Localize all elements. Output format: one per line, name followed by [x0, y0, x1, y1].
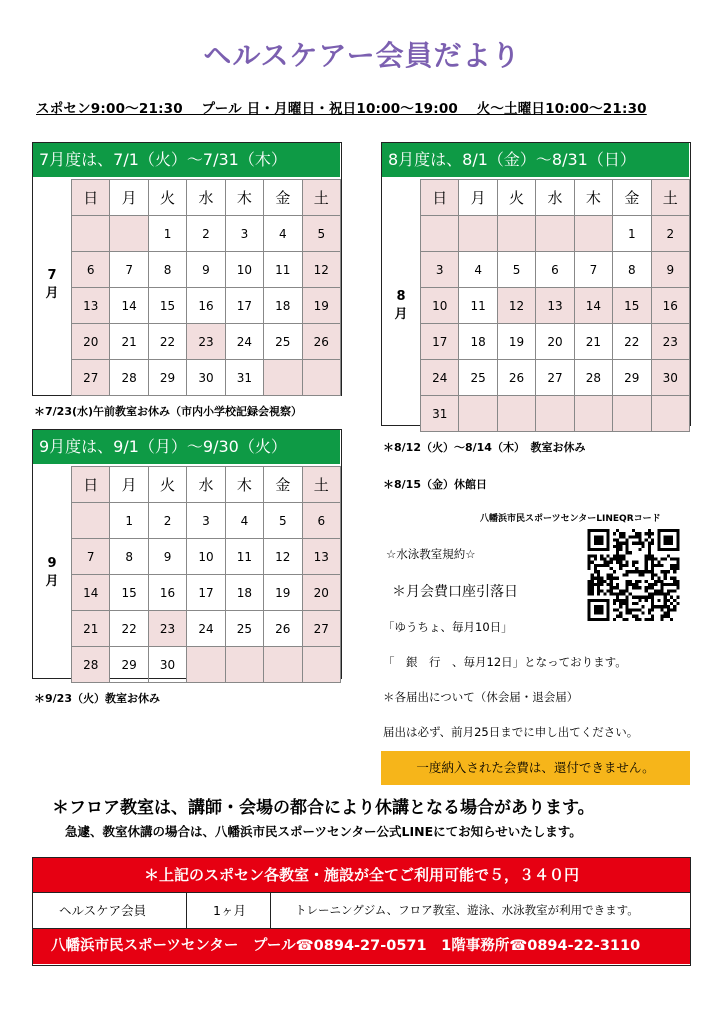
- day-cell: 8: [613, 252, 651, 288]
- divider: [186, 893, 187, 928]
- day-cell: 25: [264, 324, 302, 360]
- day-cell: 26: [302, 324, 340, 360]
- rule-line-4: ＊各届出について（休会届・退会届）: [383, 690, 579, 704]
- day-cell: 22: [148, 324, 186, 360]
- day-cell: 6: [72, 252, 110, 288]
- weekday-header: 日: [72, 180, 110, 216]
- august-calendar: [381, 142, 691, 426]
- day-cell: 28: [72, 647, 110, 683]
- rules-title: ☆水泳教室規約☆: [386, 547, 476, 561]
- day-cell: 3: [225, 216, 263, 252]
- day-cell: 23: [148, 611, 186, 647]
- august-header: 8月度は、8/1（金）～8/31（日）: [382, 143, 689, 177]
- day-cell: 23: [651, 324, 689, 360]
- day-cell: [459, 396, 497, 432]
- day-cell: 12: [497, 288, 535, 324]
- day-cell: 11: [459, 288, 497, 324]
- day-cell: 9: [148, 539, 186, 575]
- divider: [270, 893, 271, 928]
- day-cell: 2: [651, 216, 689, 252]
- day-cell: [574, 396, 612, 432]
- day-cell: 14: [110, 288, 148, 324]
- day-cell: 8: [148, 252, 186, 288]
- day-cell: 7: [574, 252, 612, 288]
- membership-box: [32, 857, 691, 966]
- day-cell: 22: [110, 611, 148, 647]
- weekday-header: 金: [264, 180, 302, 216]
- weekday-header: 火: [497, 180, 535, 216]
- day-cell: 21: [72, 611, 110, 647]
- day-cell: 1: [110, 503, 148, 539]
- day-cell: 7: [110, 252, 148, 288]
- day-cell: 6: [536, 252, 574, 288]
- day-cell: [187, 647, 225, 683]
- day-cell: 30: [651, 360, 689, 396]
- urgent-notice: 急遽、教室休講の場合は、八幡浜市民スポーツセンター公式LINEにてお知らせいたします。: [65, 824, 582, 839]
- day-cell: 13: [536, 288, 574, 324]
- july-month-label: 7 月: [45, 268, 59, 301]
- page-title: ヘルスケアー会員だより: [203, 39, 521, 72]
- day-cell: 13: [302, 539, 340, 575]
- day-cell: 17: [225, 288, 263, 324]
- july-calendar: [32, 142, 342, 396]
- day-cell: 19: [302, 288, 340, 324]
- refund-notice: 一度納入された会費は、還付できません。: [381, 751, 690, 785]
- weekday-header: 木: [574, 180, 612, 216]
- day-cell: 2: [187, 216, 225, 252]
- rule-line-1: ＊月会費口座引落日: [392, 584, 518, 600]
- day-cell: [536, 396, 574, 432]
- day-cell: [574, 216, 612, 252]
- day-cell: 20: [536, 324, 574, 360]
- day-cell: 12: [264, 539, 302, 575]
- weekday-header: 火: [148, 180, 186, 216]
- day-cell: [264, 647, 302, 683]
- day-cell: 26: [264, 611, 302, 647]
- day-cell: 10: [225, 252, 263, 288]
- day-cell: 5: [497, 252, 535, 288]
- day-cell: [302, 360, 340, 396]
- september-month-label: 9 月: [45, 556, 59, 589]
- august-note-2: ＊8/15（金）休館日: [383, 478, 487, 491]
- day-cell: 5: [264, 503, 302, 539]
- day-cell: [72, 216, 110, 252]
- day-cell: [497, 216, 535, 252]
- day-cell: [72, 503, 110, 539]
- day-cell: 20: [302, 575, 340, 611]
- day-cell: 16: [187, 288, 225, 324]
- weekday-header: 日: [72, 467, 110, 503]
- day-cell: [651, 396, 689, 432]
- member-row: [33, 892, 690, 929]
- july-header: 7月度は、7/1（火）～7/31（木）: [33, 143, 340, 177]
- weekday-header: 水: [536, 180, 574, 216]
- august-note-1: ＊8/12（火）～8/14（木） 教室お休み: [383, 441, 586, 454]
- day-cell: 27: [72, 360, 110, 396]
- day-cell: [110, 216, 148, 252]
- day-cell: 25: [459, 360, 497, 396]
- day-cell: 25: [225, 611, 263, 647]
- weekday-header: 日: [421, 180, 459, 216]
- day-cell: [302, 647, 340, 683]
- member-description: トレーニングジム、フロア教室、遊泳、水泳教室が利用できます。: [295, 903, 639, 917]
- day-cell: 21: [574, 324, 612, 360]
- day-cell: 27: [302, 611, 340, 647]
- day-cell: 14: [574, 288, 612, 324]
- august-grid: [420, 179, 690, 432]
- day-cell: 30: [187, 360, 225, 396]
- day-cell: [497, 396, 535, 432]
- day-cell: 1: [148, 216, 186, 252]
- day-cell: 7: [72, 539, 110, 575]
- july-grid: [71, 179, 341, 396]
- weekday-header: 土: [302, 180, 340, 216]
- day-cell: 5: [302, 216, 340, 252]
- day-cell: 13: [72, 288, 110, 324]
- day-cell: 29: [148, 360, 186, 396]
- weekday-header: 木: [225, 180, 263, 216]
- member-type: ヘルスケア会員: [59, 903, 147, 918]
- qr-label: 八幡浜市民スポーツセンターLINEQRコード: [480, 514, 661, 524]
- day-cell: [613, 396, 651, 432]
- weekday-header: 月: [110, 467, 148, 503]
- day-cell: 26: [497, 360, 535, 396]
- day-cell: 4: [264, 216, 302, 252]
- day-cell: 18: [225, 575, 263, 611]
- september-header: 9月度は、9/1（月）～9/30（火）: [33, 430, 340, 464]
- day-cell: [264, 360, 302, 396]
- contact-line: 八幡浜市民スポーツセンター プール☎0894-27-0571 1階事務所☎0894-22-3110: [33, 929, 690, 964]
- day-cell: 2: [148, 503, 186, 539]
- weekday-header: 土: [651, 180, 689, 216]
- day-cell: 29: [613, 360, 651, 396]
- day-cell: 24: [187, 611, 225, 647]
- day-cell: 31: [225, 360, 263, 396]
- weekday-header: 月: [110, 180, 148, 216]
- day-cell: 6: [302, 503, 340, 539]
- rule-line-5: 届出は必ず、前月25日までに申し出てください。: [383, 725, 639, 739]
- day-cell: 16: [651, 288, 689, 324]
- qr-code: [585, 529, 682, 621]
- day-cell: 24: [421, 360, 459, 396]
- day-cell: 11: [225, 539, 263, 575]
- day-cell: 15: [148, 288, 186, 324]
- day-cell: 10: [187, 539, 225, 575]
- day-cell: 28: [110, 360, 148, 396]
- july-note: ＊7/23(水)午前教室お休み（市内小学校記録会視察）: [34, 405, 303, 418]
- day-cell: 9: [651, 252, 689, 288]
- day-cell: 9: [187, 252, 225, 288]
- weekday-header: 金: [613, 180, 651, 216]
- day-cell: 15: [110, 575, 148, 611]
- opening-hours: スポセン9:00～21:30 プール 日・月曜日・祝日10:00～19:00 火～土曜日10:00～21:30: [36, 101, 647, 117]
- september-note: ＊9/23（火）教室お休み: [34, 692, 160, 705]
- rule-line-3: 「 銀 行 、毎月12日」となっております。: [383, 655, 627, 669]
- day-cell: 24: [225, 324, 263, 360]
- september-grid: [71, 466, 341, 683]
- weekday-header: 火: [148, 467, 186, 503]
- august-month-label: 8 月: [394, 289, 408, 322]
- day-cell: [421, 216, 459, 252]
- september-calendar: [32, 429, 342, 679]
- day-cell: 3: [187, 503, 225, 539]
- day-cell: 23: [187, 324, 225, 360]
- day-cell: 19: [497, 324, 535, 360]
- day-cell: 3: [421, 252, 459, 288]
- weekday-header: 月: [459, 180, 497, 216]
- day-cell: 15: [613, 288, 651, 324]
- day-cell: 22: [613, 324, 651, 360]
- day-cell: 12: [302, 252, 340, 288]
- day-cell: 27: [536, 360, 574, 396]
- day-cell: 4: [225, 503, 263, 539]
- day-cell: [225, 647, 263, 683]
- day-cell: 29: [110, 647, 148, 683]
- day-cell: 11: [264, 252, 302, 288]
- weekday-header: 木: [225, 467, 263, 503]
- weekday-header: 水: [187, 467, 225, 503]
- day-cell: 17: [187, 575, 225, 611]
- day-cell: 21: [110, 324, 148, 360]
- day-cell: 10: [421, 288, 459, 324]
- weekday-header: 水: [187, 180, 225, 216]
- price-line: ＊上記のスポセン各教室・施設が全てご利用可能で５，３４０円: [33, 858, 690, 892]
- day-cell: 4: [459, 252, 497, 288]
- day-cell: 16: [148, 575, 186, 611]
- weekday-header: 金: [264, 467, 302, 503]
- floor-class-notice: ＊フロア教室は、講師・会場の都合により休講となる場合があります。: [52, 798, 595, 818]
- day-cell: 28: [574, 360, 612, 396]
- weekday-header: 土: [302, 467, 340, 503]
- day-cell: 30: [148, 647, 186, 683]
- day-cell: 31: [421, 396, 459, 432]
- member-period: 1ヶ月: [213, 903, 246, 918]
- day-cell: 1: [613, 216, 651, 252]
- day-cell: 18: [459, 324, 497, 360]
- rule-line-2: 「ゆうちょ、毎月10日」: [383, 620, 513, 634]
- day-cell: [536, 216, 574, 252]
- day-cell: 17: [421, 324, 459, 360]
- day-cell: 19: [264, 575, 302, 611]
- day-cell: 18: [264, 288, 302, 324]
- day-cell: [459, 216, 497, 252]
- day-cell: 8: [110, 539, 148, 575]
- day-cell: 20: [72, 324, 110, 360]
- day-cell: 14: [72, 575, 110, 611]
